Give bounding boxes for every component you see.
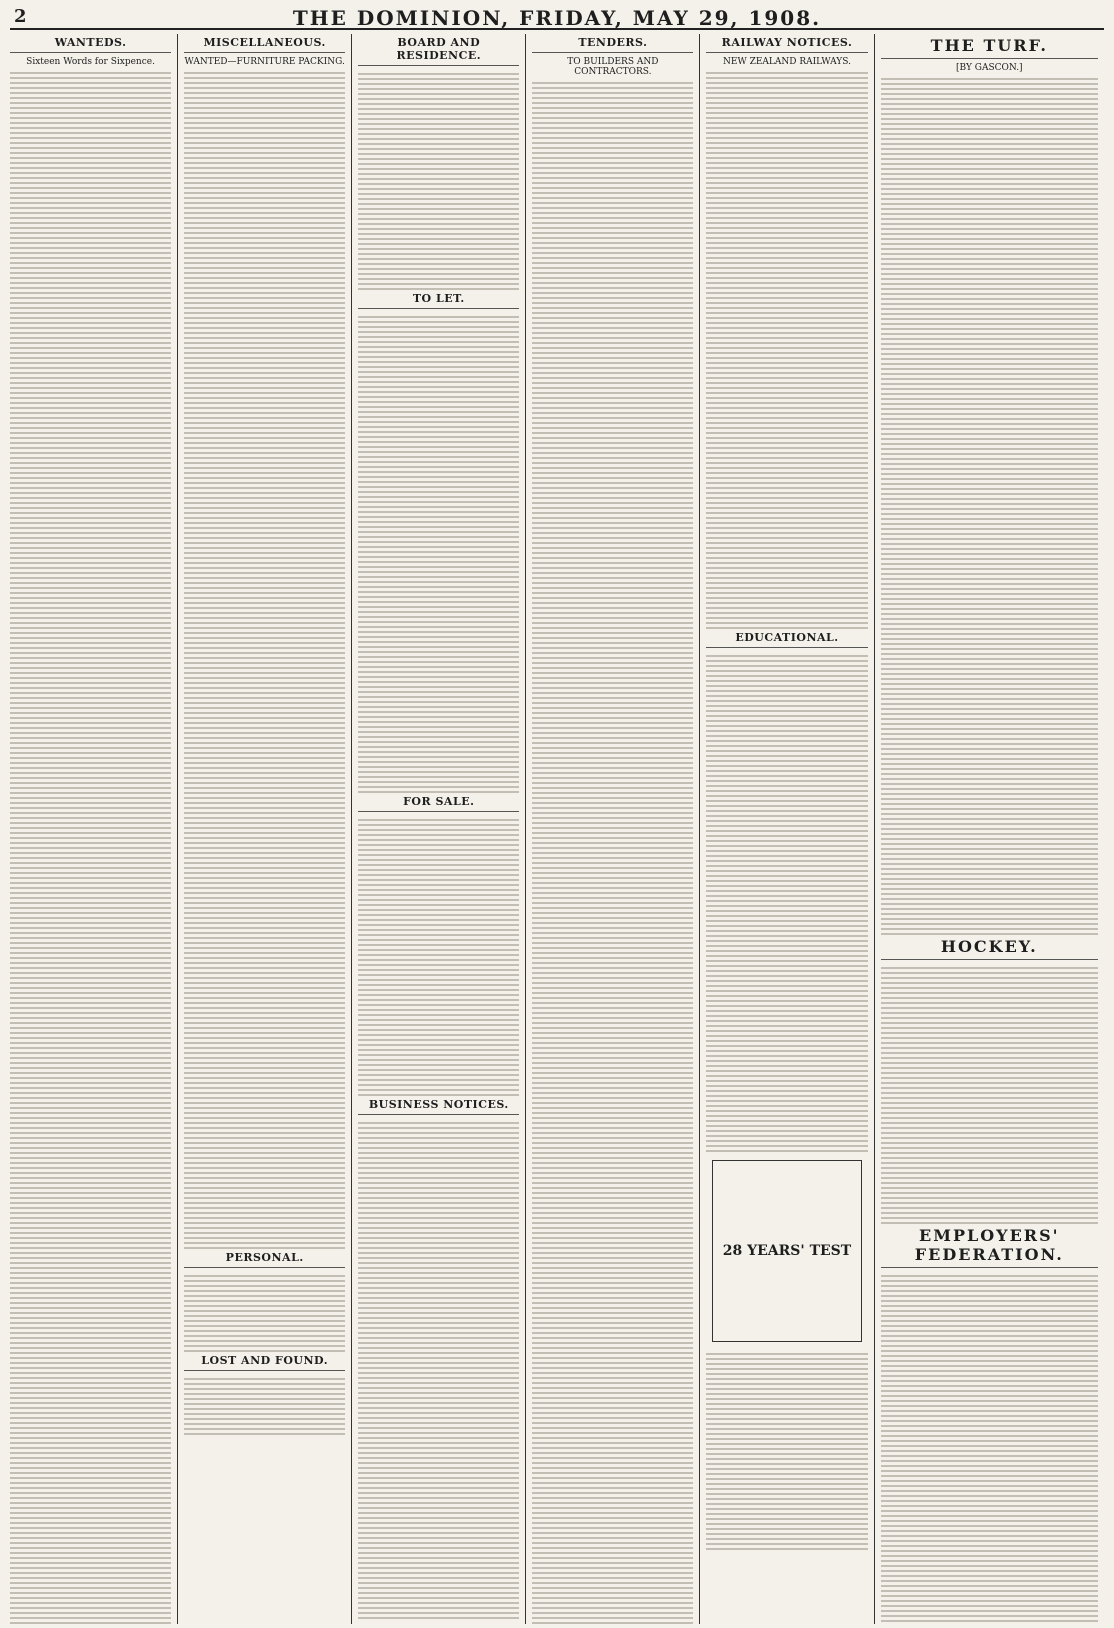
column-text-placeholder (358, 816, 519, 1096)
column-heading: MISCELLANEOUS. (184, 34, 345, 53)
columns (10, 34, 1104, 1624)
column-heading: RAILWAY NOTICES. (706, 34, 867, 53)
column-subheading: [BY GASCON.] (956, 63, 1023, 73)
column-tenders (532, 34, 700, 1624)
masthead (10, 6, 1104, 30)
section-personal: PERSONAL. (184, 1249, 345, 1268)
column-wanteds (10, 34, 178, 1624)
column-text-placeholder (358, 313, 519, 793)
column-text-placeholder (184, 1375, 345, 1435)
section-business-notices: BUSINESS NOTICES. (358, 1096, 519, 1115)
column-text-placeholder (532, 79, 693, 1624)
column-subheading: TO BUILDERS AND CONTRACTORS. (567, 57, 659, 77)
section-lost-found: LOST AND FOUND. (184, 1352, 345, 1371)
newspaper-title: THE DOMINION, FRIDAY, MAY 29, 1908. (292, 6, 822, 30)
section-hockey: HOCKEY. (881, 935, 1098, 960)
section-educational: EDUCATIONAL. (706, 629, 867, 648)
column-subheading: Sixteen Words for Sixpence. (26, 57, 155, 67)
column-heading: THE TURF. (881, 34, 1098, 59)
section-employers: EMPLOYERS' FEDERATION. (881, 1224, 1098, 1268)
section-for-sale: FOR SALE. (358, 793, 519, 812)
column-text-placeholder (358, 1119, 519, 1619)
column-text-placeholder (358, 70, 519, 290)
column-subheading: WANTED—FURNITURE PACKING. (184, 57, 345, 67)
column-turf (881, 34, 1104, 1624)
column-railway (706, 34, 874, 1624)
advertisement-illustration (712, 1160, 861, 1342)
column-text-placeholder (881, 75, 1098, 935)
column-text-placeholder (184, 69, 345, 1249)
column-board (358, 34, 526, 1624)
column-text-placeholder (881, 964, 1098, 1224)
column-text-placeholder (706, 69, 867, 629)
column-text-placeholder (706, 1350, 867, 1550)
column-heading: BOARD AND RESIDENCE. (358, 34, 519, 66)
column-text-placeholder (706, 652, 867, 1152)
page-number: 2 (14, 6, 27, 27)
column-text-placeholder (184, 1272, 345, 1352)
column-miscellaneous (184, 34, 352, 1624)
column-heading: TENDERS. (532, 34, 693, 53)
column-subheading: NEW ZEALAND RAILWAYS. (723, 57, 851, 67)
column-text-placeholder (10, 69, 171, 1624)
column-text-placeholder (881, 1272, 1098, 1624)
column-heading: WANTEDS. (10, 34, 171, 53)
advert-text: 28 YEARS' TEST (722, 1243, 852, 1259)
column-subheading: TO LET. (358, 290, 519, 309)
